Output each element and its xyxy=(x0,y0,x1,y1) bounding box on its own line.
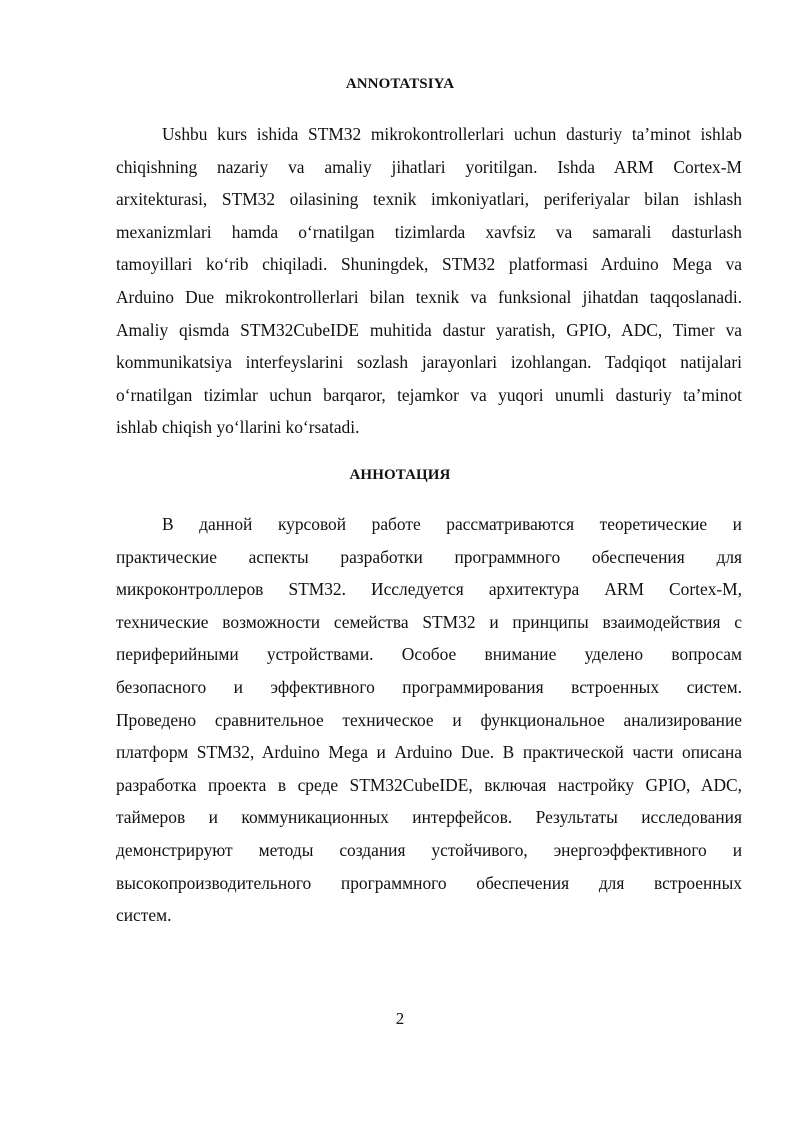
annotation-ru-line: высокопроизводительного программного обеспечения для встроенных xyxy=(116,872,742,893)
annotation-ru-line: Проведено сравнительное техническое и функциональное анализирование xyxy=(116,709,742,730)
annotation-uz-line: tamoyillari ko‘rib chiqiladi. Shuningdek, STM32 platformasi Arduino Mega va xyxy=(116,254,742,275)
annotation-uz-line: Arduino Due mikrokontrollerlari bilan texnik va funksional jihatdan taqqoslanadi. xyxy=(116,286,742,307)
annotation-uz-paragraph xyxy=(116,118,742,444)
annotation-ru-paragraph xyxy=(116,508,742,932)
annotation-ru-line: безопасного и эффективного программирования встроенных систем. xyxy=(116,676,742,697)
annotation-ru-line: периферийными устройствами. Особое внимание уделено вопросам xyxy=(116,644,742,665)
annotation-ru-line: микроконтроллеров STM32. Исследуется архитектура ARM Cortex-M, xyxy=(116,579,742,600)
annotation-uz-line: Ushbu kurs ishida STM32 mikrokontrollerlari uchun dasturiy ta’minot ishlab xyxy=(162,124,742,144)
annotation-ru-line: В данной курсовой работе рассматриваются теоретические и xyxy=(162,514,742,534)
annotation-ru-line: платформ STM32, Arduino Mega и Arduino Due. В практической части описана xyxy=(116,742,742,763)
annotation-ru-heading: АННОТАЦИЯ xyxy=(349,467,451,483)
annotation-uz-line: kommunikatsiya interfeyslarini sozlash jarayonlari izohlangan. Tadqiqot natijalari xyxy=(116,352,742,373)
annotation-uz-line: mexanizmlari hamda o‘rnatilgan tizimlarda xavfsiz va samarali dasturlash xyxy=(116,221,742,242)
annotation-uz-heading: ANNOTATSIYA xyxy=(345,76,455,92)
annotation-ru-line: таймеров и коммуникационных интерфейсов. Результаты исследования xyxy=(116,807,742,828)
annotation-ru-line: технические возможности семейства STM32 и принципы взаимодействия с xyxy=(116,611,742,632)
annotation-uz-line: arxitekturasi, STM32 oilasining texnik imkoniyatlari, periferiyalar bilan ishlash xyxy=(116,189,742,210)
annotation-uz-line: Amaliy qismda STM32CubeIDE muhitida dastur yaratish, GPIO, ADC, Timer va xyxy=(116,319,742,340)
annotation-uz-line: o‘rnatilgan tizimlar uchun barqaror, tejamkor va yuqori unumli dasturiy ta’minot xyxy=(116,384,742,405)
annotation-uz-line: chiqishning nazariy va amaliy jihatlari yoritilgan. Ishda ARM Cortex-M xyxy=(116,156,742,177)
annotation-uz-line: ishlab chiqish yo‘llarini ko‘rsatadi. xyxy=(116,417,360,438)
annotation-ru-line: демонстрируют методы создания устойчивого, энергоэффективного и xyxy=(116,839,742,860)
annotation-ru-line: практические аспекты разработки программного обеспечения для xyxy=(116,546,742,567)
page-number: 2 xyxy=(395,1009,405,1028)
annotation-ru-line: систем. xyxy=(116,905,172,926)
annotation-ru-line: разработка проекта в среде STM32CubeIDE, включая настройку GPIO, ADC, xyxy=(116,774,742,795)
